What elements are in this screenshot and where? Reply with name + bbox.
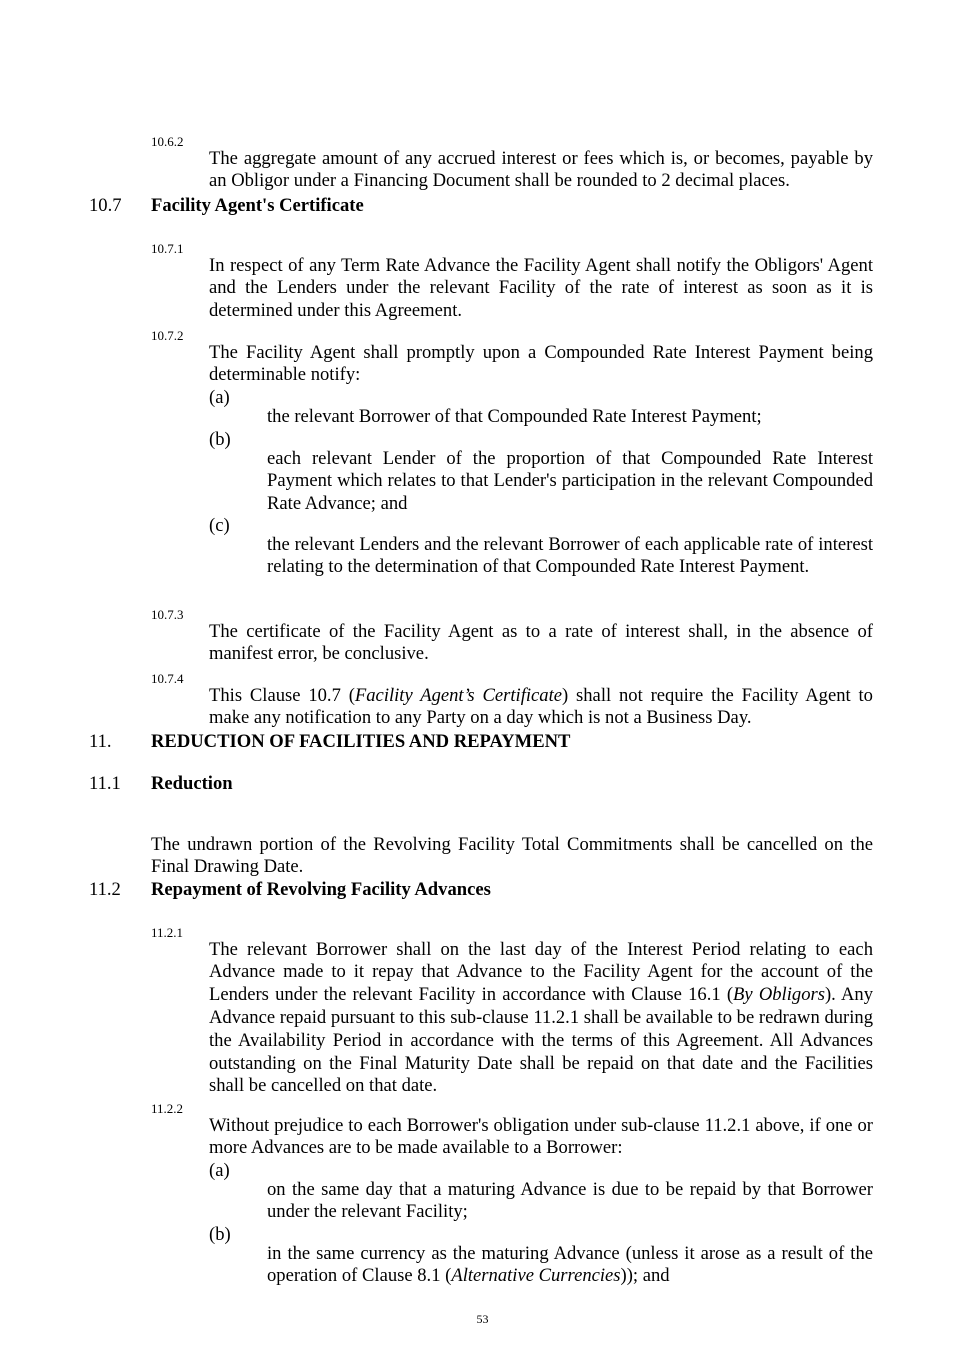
heading-title: Facility Agent's Certificate: [151, 195, 364, 216]
clause-number: 10.6.2: [151, 134, 184, 149]
clause-number: 11.2.1: [151, 925, 184, 940]
heading-number: 11.2: [89, 879, 121, 900]
clause-text: The Facility Agent shall promptly upon a Compounded Rate Interest Payment being determinable notify:: [209, 341, 873, 386]
list-item: each relevant Lender of the proportion of that Compounded Rate Interest Payment which relates to that Lender's participation in the relevant Compounded Rate Advance; and: [267, 447, 873, 515]
list-label: (c): [209, 515, 230, 536]
list-label: (b): [209, 1224, 231, 1245]
clause-reference-title: By Obligors: [733, 984, 825, 1006]
clause-reference-title: Alternative Currencies: [451, 1265, 621, 1287]
clause-text: The certificate of the Facility Agent as to a rate of interest shall, in the absence of manifest error, be conclusive.: [209, 620, 873, 665]
clause-reference-title: Facility Agent’s Certificate: [354, 684, 562, 706]
clause-text: The undrawn portion of the Revolving Facility Total Commitments shall be cancelled on the Final Drawing Date.: [151, 833, 873, 878]
clause-number: 10.7.2: [151, 328, 184, 343]
clause-text: This Clause 10.7 (Facility Agent’s Certificate) shall not require the Facility Agent to make any notification to any Party on a day which is not a Business Day.: [209, 684, 873, 729]
list-item: the relevant Lenders and the relevant Borrower of each applicable rate of interest relating to the determination of that Compounded Rate Interest Payment.: [267, 533, 873, 578]
clause-number: 11.2.2: [151, 1101, 184, 1116]
clause-text: In respect of any Term Rate Advance the Facility Agent shall notify the Obligors' Agent and the Lenders under the relevant Facility of the rate of interest as soon as it is determined under this Agreement.: [209, 254, 873, 322]
list-item: the relevant Borrower of that Compounded Rate Interest Payment;: [267, 405, 762, 427]
heading-number: 10.7: [89, 195, 122, 216]
list-label: (a): [209, 1160, 230, 1181]
list-item: in the same currency as the maturing Advance (unless it arose as a result of the operation of Clause 8.1 (Alternative Currencies)); and: [267, 1242, 873, 1287]
heading-number: 11.1: [89, 773, 121, 794]
clause-number: 10.7.1: [151, 241, 184, 256]
heading-number: 11.: [89, 731, 112, 752]
clause-number: 10.7.3: [151, 607, 184, 622]
heading-title: Repayment of Revolving Facility Advances: [151, 879, 491, 900]
heading-title: Reduction: [151, 773, 233, 794]
list-label: (a): [209, 387, 230, 408]
clause-text: The aggregate amount of any accrued interest or fees which is, or becomes, payable by an Obligor under a Financing Document shall be rounded to 2 decimal places.: [209, 147, 873, 192]
list-label: (b): [209, 429, 231, 450]
clause-number: 10.7.4: [151, 671, 184, 686]
clause-text: Without prejudice to each Borrower's obligation under sub-clause 11.2.1 above, if one or more Advances are to be made available to a Borrower:: [209, 1114, 873, 1159]
page-number: 53: [476, 1312, 489, 1326]
list-item: on the same day that a maturing Advance is due to be repaid by that Borrower under the relevant Facility;: [267, 1178, 873, 1223]
clause-text: The relevant Borrower shall on the last day of the Interest Period relating to each Advance made to it repay that Advance to the Facility Agent for the account of the Lenders under the relevant Facility in accordance with Clause 16.1 (By Obligors). Any Advance repaid pursuant to this sub-clause 11.2.1 shall be available to be redrawn during the Availability Period in accordance with the terms of this Agreement. All Advances outstanding on the Final Maturity Date shall be repaid on that date and the Facilities shall be cancelled on that date.: [209, 938, 873, 1097]
heading-title: REDUCTION OF FACILITIES AND REPAYMENT: [151, 731, 571, 752]
